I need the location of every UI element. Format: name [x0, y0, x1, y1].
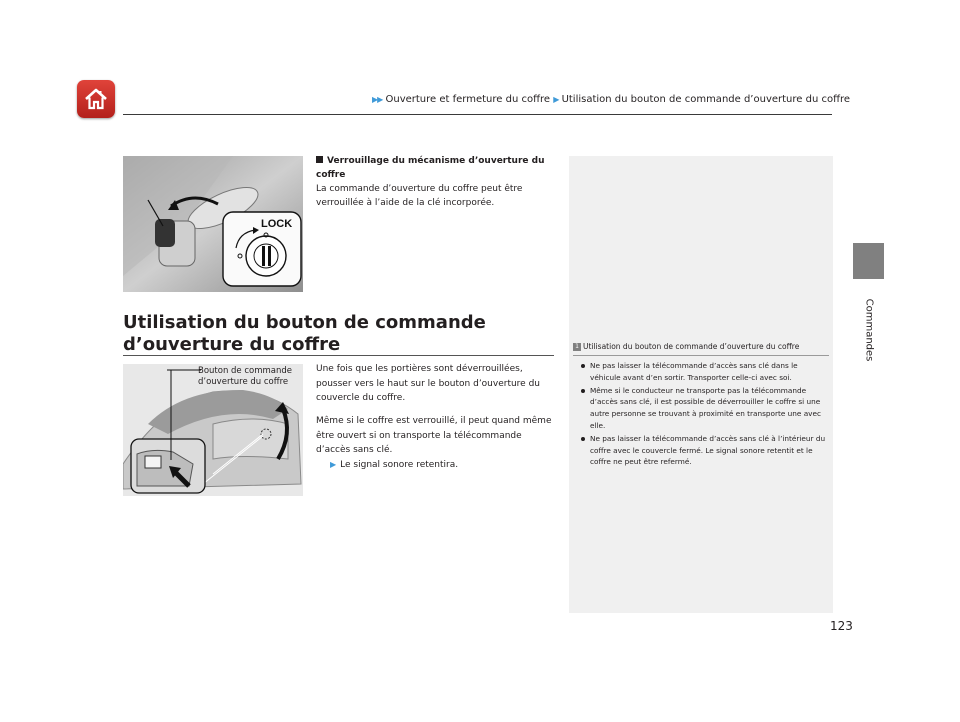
result-note: ▶ Le signal sonore retentira.: [330, 460, 459, 470]
page-title: Utilisation du bouton de commande d’ouverture du coffre: [123, 312, 486, 355]
chevron-right-icon: ▶: [330, 460, 337, 469]
paragraph: Une fois que les portières sont déverrouillées, pousser vers le haut sur le bouton d’ouverture du couvercle du coffre.: [316, 364, 540, 403]
breadcrumb: [372, 94, 850, 105]
chapter-tab[interactable]: [853, 243, 884, 279]
square-bullet-icon: [316, 156, 323, 163]
callout-label: Bouton de commande d’ouverture du coffre: [198, 366, 293, 387]
home-button[interactable]: [77, 80, 115, 118]
notes-title: 1 Utilisation du bouton de commande d’ouverture du coffre: [573, 342, 829, 356]
note-number-badge: 1: [573, 343, 581, 351]
header-divider: [123, 114, 832, 115]
paragraph: Même si le coffre est verrouillé, il peut quand même être ouvert si on transporte la télécommande d’accès sans clé.: [316, 416, 552, 455]
breadcrumb-link-1[interactable]: Ouverture et fermeture du coffre: [385, 94, 551, 105]
notes-list: [579, 360, 827, 469]
breadcrumb-link-2[interactable]: Utilisation du bouton de commande d’ouverture du coffre: [561, 94, 851, 105]
page-number: 123: [830, 619, 853, 633]
chevron-right-icon: ▶▶: [372, 95, 383, 104]
list-item: Ne pas laisser la télécommande d’accès sans clé dans le véhicule avant d’en sortir. Transporter celle-ci avec soi.: [579, 360, 827, 384]
list-item: Même si le conducteur ne transporte pas la télécommande d’accès sans clé, il est possible de déverrouiller le coffre si une autre personne se trouvant à proximité en transporte une avec elle.: [579, 385, 827, 432]
section-heading: Verrouillage du mécanisme d’ouverture du coffre: [316, 156, 545, 180]
list-item: Ne pas laisser la télécommande d’accès sans clé à l’intérieur du coffre avec le couvercle fermé. Le signal sonore retentit et le coffre ne peut être refermé.: [579, 433, 827, 468]
chevron-right-icon: ▶: [553, 95, 559, 104]
section-body: La commande d’ouverture du coffre peut être verrouillée à l’aide de la clé incorporée.: [316, 184, 523, 208]
home-icon: [82, 85, 110, 113]
title-divider: [123, 355, 554, 356]
chapter-label: Commandes: [863, 298, 874, 362]
trunk-lock-illustration: [123, 156, 303, 292]
lock-label: LOCK: [261, 218, 293, 230]
